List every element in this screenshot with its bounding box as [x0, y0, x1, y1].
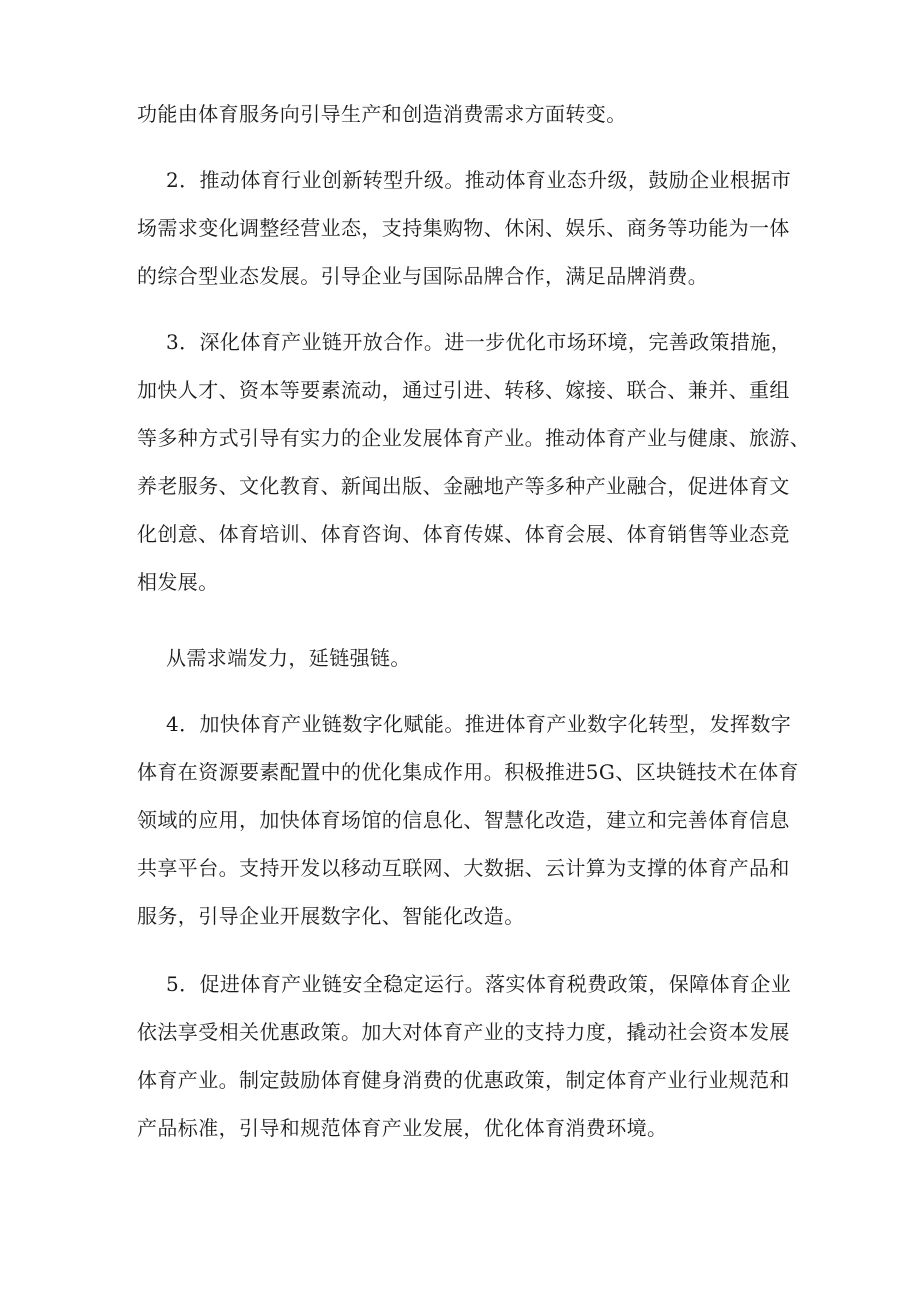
text-line: 化创意、体育培训、体育咨询、体育传媒、体育会展、体育销售等业态竞 — [137, 522, 790, 546]
text-line: 场需求变化调整经营业态，支持集购物、休闲、娱乐、商务等功能为一体 — [137, 216, 790, 240]
text-line: 从需求端发力，延链强链。 — [166, 646, 411, 670]
paragraph-continuation — [137, 90, 787, 138]
paragraph-item-2 — [137, 156, 792, 300]
text-line: 养老服务、文化教育、新闻出版、金融地产等多种产业融合，促进体育文 — [137, 474, 790, 498]
paragraph-item-3 — [137, 318, 811, 606]
text-line: 功能由体育服务向引导生产和创造消费需求方面转变。 — [137, 102, 627, 126]
text-line: 的综合型业态发展。引导企业与国际品牌合作，满足品牌消费。 — [137, 264, 709, 288]
text-line: 等多种方式引导有实力的企业发展体育产业。推动体育产业与健康、旅游、 — [137, 426, 811, 450]
text-line: 体育在资源要素配置中的优化集成作用。积极推进5G、区块链技术在体育 — [137, 760, 799, 784]
text-line: 4．加快体育产业链数字化赋能。推进体育产业数字化转型，发挥数字 — [166, 712, 792, 736]
text-line: 共享平台。支持开发以移动互联网、大数据、云计算为支撑的体育产品和 — [137, 856, 790, 880]
text-line: 加快人才、资本等要素流动，通过引进、转移、嫁接、联合、兼并、重组 — [137, 378, 790, 402]
text-line: 依法享受相关优惠政策。加大对体育产业的支持力度，撬动社会资本发展 — [137, 1020, 790, 1044]
text-line: 领域的应用，加快体育场馆的信息化、智慧化改造，建立和完善体育信息 — [137, 808, 790, 832]
text-line: 相发展。 — [137, 570, 219, 594]
text-line: 5．促进体育产业链安全稳定运行。落实体育税费政策，保障体育企业 — [166, 972, 792, 996]
paragraph-item-5 — [137, 960, 792, 1152]
text-line: 服务，引导企业开展数字化、智能化改造。 — [137, 904, 525, 928]
section-heading — [137, 634, 787, 682]
text-line: 3．深化体育产业链开放合作。进一步优化市场环境，完善政策措施， — [166, 330, 792, 354]
text-line: 2．推动体育行业创新转型升级。推动体育业态升级，鼓励企业根据市 — [166, 168, 792, 192]
paragraph-item-4 — [137, 700, 799, 940]
text-line: 体育产业。制定鼓励体育健身消费的优惠政策，制定体育产业行业规范和 — [137, 1068, 790, 1092]
text-line: 产品标准，引导和规范体育产业发展，优化体育消费环境。 — [137, 1116, 668, 1140]
